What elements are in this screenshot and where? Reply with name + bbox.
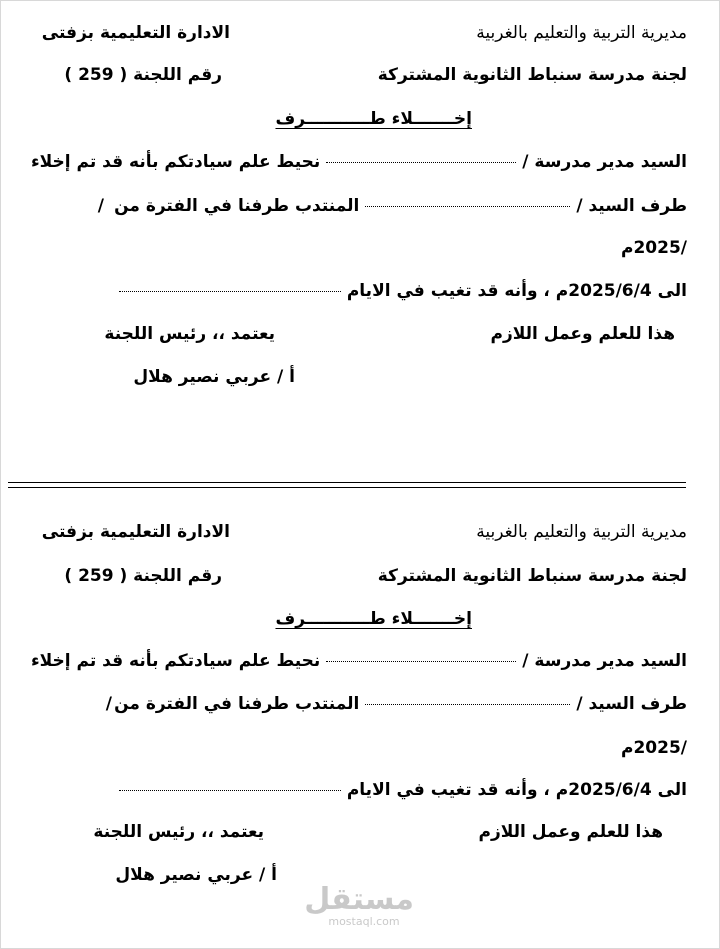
committee-school-label: لجنة مدرسة سنباط الثانوية المشتركة [377, 566, 687, 586]
line1-end: نحيط علم سيادتكم بأنه قد تم إخلاء [30, 651, 321, 671]
mostaql-watermark [304, 882, 414, 928]
memo-line-2 [114, 693, 687, 715]
line2-start: طرف السيد / [576, 196, 687, 216]
dotted-blank-school [326, 660, 516, 662]
memo-title: إخـــــــلاء طـــــــــــرف [275, 109, 472, 129]
approval-text: يعتمد ،، رئيس اللجنة [93, 822, 264, 842]
administration-label: الادارة التعليمية بزفتى [41, 23, 230, 43]
line1-start: السيد مدير مدرسة / [522, 152, 687, 172]
administration-label: الادارة التعليمية بزفتى [41, 522, 230, 542]
line1-start: السيد مدير مدرسة / [522, 651, 687, 671]
approval-text: يعتمد ،، رئيس اللجنة [104, 324, 275, 344]
line2-middle: المنتدب طرفنا في الفترة من [114, 694, 360, 714]
memo-title: إخـــــــلاء طـــــــــــرف [275, 609, 472, 629]
directorate-label: مديرية التربية والتعليم بالغربية [476, 23, 687, 43]
line2-middle: المنتدب طرفنا في الفترة من [114, 196, 360, 216]
dotted-blank-person [365, 205, 570, 207]
directorate-label: مديرية التربية والتعليم بالغربية [476, 522, 687, 542]
line4-start: الى 2025/6/4م ، وأنه قد تغيب في الايام [346, 281, 687, 301]
memo-line-1 [31, 151, 687, 173]
signatory-name: أ / عربي نصير هلال [115, 865, 277, 885]
line2-slash: / [105, 694, 112, 714]
memo-line-3: /2025م [620, 738, 687, 758]
separator-line [8, 487, 686, 488]
watermark-domain: mostaql.com [328, 915, 400, 928]
line2-start: طرف السيد / [576, 694, 687, 714]
memo-line-3: /2025م [620, 238, 687, 258]
line4-start: الى 2025/6/4م ، وأنه قد تغيب في الايام [346, 780, 687, 800]
committee-number-label: رقم اللجنة ( 259 ) [64, 65, 222, 85]
dotted-blank-school [326, 161, 516, 163]
committee-number-label: رقم اللجنة ( 259 ) [64, 566, 222, 586]
line1-end: نحيط علم سيادتكم بأنه قد تم إخلاء [30, 152, 321, 172]
memo-line-4 [113, 280, 687, 302]
memo-line-2 [114, 195, 687, 217]
separator-line [8, 482, 686, 483]
signatory-name: أ / عربي نصير هلال [133, 367, 295, 387]
dotted-blank-days [119, 290, 341, 292]
line2-slash: / [97, 196, 104, 216]
memo-line-4 [113, 779, 687, 801]
dotted-blank-person [365, 703, 570, 705]
closing-text: هذا للعلم وعمل اللازم [490, 324, 675, 344]
watermark-brand: مستقل [304, 882, 414, 917]
committee-school-label: لجنة مدرسة سنباط الثانوية المشتركة [377, 65, 687, 85]
dotted-blank-days [119, 789, 341, 791]
closing-text: هذا للعلم وعمل اللازم [478, 822, 663, 842]
memo-line-1 [31, 650, 687, 672]
